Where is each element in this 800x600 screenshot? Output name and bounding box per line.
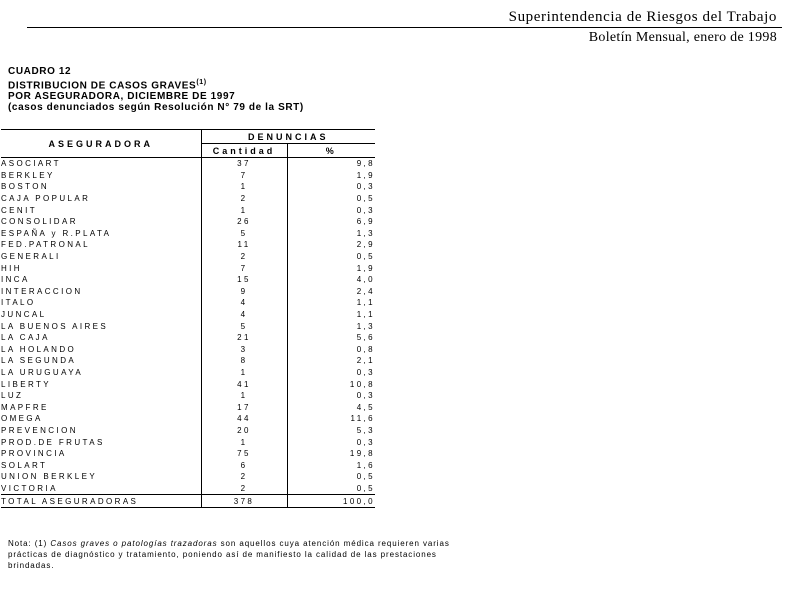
case-percent: 5,6: [356, 333, 376, 343]
insurer-name: PREVENCION: [1, 425, 201, 437]
insurer-name: ITALO: [1, 297, 201, 309]
insurer-name: MAPFRE: [1, 401, 201, 413]
publisher-title: Superintendencia de Riesgos del Trabajo: [508, 9, 777, 25]
case-percent: 4,0: [356, 275, 376, 285]
case-count: 26: [201, 216, 287, 228]
caption-line-3: POR ASEGURADORA, DICIEMBRE DE 1997: [8, 91, 236, 103]
insurer-name: JUNCAL: [1, 309, 201, 321]
table-row: [1, 193, 375, 205]
insurer-name: ESPAÑA y R.PLATA: [1, 228, 201, 240]
case-count: 1: [201, 390, 287, 402]
total-row: [1, 495, 375, 508]
table-row: [1, 309, 375, 321]
footnote-text: son aquellos cuya atención médica requieren varias prácticas de diagnóstico y tratamiento, poniendo así de manifiesto la calidad de las prestaciones brindadas.: [8, 539, 450, 570]
insurer-name: LA HOLANDO: [1, 344, 201, 356]
insurer-name: HIH: [1, 262, 201, 274]
case-percent: 0,5: [356, 194, 376, 204]
col-header-aseguradora: ASEGURADORA: [1, 130, 201, 158]
footnote-marker: (1): [196, 79, 207, 86]
case-count: 11: [201, 239, 287, 251]
table-row: [1, 158, 375, 170]
case-count: 3: [201, 344, 287, 356]
bulletin-subtitle: Boletín Mensual, enero de 1998: [588, 30, 777, 45]
insurer-name: CENIT: [1, 204, 201, 216]
total-pct: 100,0: [287, 495, 375, 508]
case-count: 7: [201, 170, 287, 182]
case-count: 6: [201, 459, 287, 471]
insurer-name: SOLART: [1, 459, 201, 471]
case-count: 4: [201, 309, 287, 321]
insurer-name: INCA: [1, 274, 201, 286]
case-count: 7: [201, 262, 287, 274]
case-percent: 0,5: [356, 252, 376, 262]
table-row: [1, 332, 375, 344]
insurer-name: LUZ: [1, 390, 201, 402]
table-row: [1, 204, 375, 216]
caption-line-4: (casos denunciados según Resolución N° 79 de la SRT): [8, 102, 304, 114]
insurer-name: INTERACCION: [1, 286, 201, 298]
case-count: 5: [201, 320, 287, 332]
caption-line-1: CUADRO 12: [8, 66, 72, 77]
total-qty: 378: [201, 495, 287, 508]
case-percent: 0,5: [356, 483, 376, 493]
case-percent: 10,8: [349, 379, 376, 389]
insurer-name: PROVINCIA: [1, 448, 201, 460]
case-percent: 0,8: [356, 344, 376, 354]
insurer-name: LA BUENOS AIRES: [1, 320, 201, 332]
insurer-name: LIBERTY: [1, 378, 201, 390]
table-row: [1, 425, 375, 437]
table-row: [1, 367, 375, 379]
case-percent: 19,8: [349, 449, 376, 459]
table-row: [1, 390, 375, 402]
table-row: [1, 262, 375, 274]
case-count: 2: [201, 471, 287, 483]
table-row: [1, 413, 375, 425]
table-row: [1, 320, 375, 332]
case-percent: 0,3: [356, 391, 376, 401]
insurer-name: PROD.DE FRUTAS: [1, 436, 201, 448]
case-count: 21: [201, 332, 287, 344]
case-percent: 1,9: [356, 170, 376, 180]
case-percent: 1,6: [356, 460, 376, 470]
case-count: 15: [201, 274, 287, 286]
table-row: [1, 471, 375, 483]
table-row: [1, 344, 375, 356]
insurer-name: BOSTON: [1, 181, 201, 193]
table-row: [1, 274, 375, 286]
case-count: 20: [201, 425, 287, 437]
table-row: [1, 170, 375, 182]
table-row: [1, 483, 375, 495]
insurer-name: UNION BERKLEY: [1, 471, 201, 483]
insurer-name: BERKLEY: [1, 170, 201, 182]
case-percent: 9,8: [356, 159, 376, 169]
case-count: 41: [201, 378, 287, 390]
insurer-table: [1, 129, 375, 508]
insurer-name: LA URUGUAYA: [1, 367, 201, 379]
case-percent: 0,5: [356, 472, 376, 482]
insurer-name: LA SEGUNDA: [1, 355, 201, 367]
insurer-name: CAJA POPULAR: [1, 193, 201, 205]
case-percent: 6,9: [356, 217, 376, 227]
insurer-name: FED.PATRONAL: [1, 239, 201, 251]
case-count: 1: [201, 436, 287, 448]
case-percent: 1,1: [356, 310, 376, 320]
case-percent: 0,3: [356, 437, 376, 447]
case-count: 8: [201, 355, 287, 367]
case-count: 2: [201, 251, 287, 263]
case-count: 37: [201, 158, 287, 170]
insurer-name: LA CAJA: [1, 332, 201, 344]
total-label: TOTAL ASEGURADORAS: [1, 495, 201, 508]
case-count: 17: [201, 401, 287, 413]
table-row: [1, 355, 375, 367]
case-count: 44: [201, 413, 287, 425]
case-percent: 4,5: [356, 402, 376, 412]
case-percent: 0,3: [356, 205, 376, 215]
col-header-cantidad: Cantidad: [201, 144, 287, 158]
case-count: 75: [201, 448, 287, 460]
table-row: [1, 216, 375, 228]
case-percent: 1,1: [356, 298, 376, 308]
table-row: [1, 251, 375, 263]
case-percent: 2,9: [356, 240, 376, 250]
table-caption: [8, 66, 304, 113]
case-percent: 2,4: [356, 286, 376, 296]
case-percent: 1,3: [356, 321, 376, 331]
footnote-prefix: Nota: (1): [8, 539, 51, 548]
header-rule: [27, 27, 782, 28]
case-percent: 0,3: [356, 182, 376, 192]
case-percent: 2,1: [356, 356, 376, 366]
footnote: [8, 538, 478, 571]
case-count: 5: [201, 228, 287, 240]
table-row: [1, 378, 375, 390]
col-header-denuncias: DENUNCIAS: [201, 130, 375, 144]
insurer-name: ASOCIART: [1, 158, 201, 170]
case-count: 4: [201, 297, 287, 309]
case-count: 1: [201, 367, 287, 379]
case-percent: 1,9: [356, 263, 376, 273]
table-row: [1, 436, 375, 448]
table-row: [1, 239, 375, 251]
table-row: [1, 401, 375, 413]
case-count: 2: [201, 483, 287, 495]
col-header-percent: %: [287, 144, 375, 158]
case-count: 1: [201, 204, 287, 216]
case-percent: 5,3: [356, 425, 376, 435]
case-count: 9: [201, 286, 287, 298]
table-row: [1, 459, 375, 471]
insurer-name: VICTORIA: [1, 483, 201, 495]
case-percent: 1,3: [356, 228, 376, 238]
table-row: [1, 181, 375, 193]
table-row: [1, 448, 375, 460]
table-row: [1, 297, 375, 309]
caption-line-2: [8, 77, 304, 91]
case-percent: 11,6: [350, 414, 376, 424]
case-count: 1: [201, 181, 287, 193]
table-row: [1, 286, 375, 298]
case-count: 2: [201, 193, 287, 205]
case-percent: 0,3: [356, 367, 376, 377]
insurer-name: OMEGA: [1, 413, 201, 425]
caption-line-2-text: DISTRIBUCION DE CASOS GRAVES: [8, 80, 197, 92]
insurer-name: GENERALI: [1, 251, 201, 263]
footnote-italic: Casos graves o patologías trazadoras: [50, 539, 218, 548]
table-body: [1, 158, 375, 495]
table-row: [1, 228, 375, 240]
insurer-name: CONSOLIDAR: [1, 216, 201, 228]
